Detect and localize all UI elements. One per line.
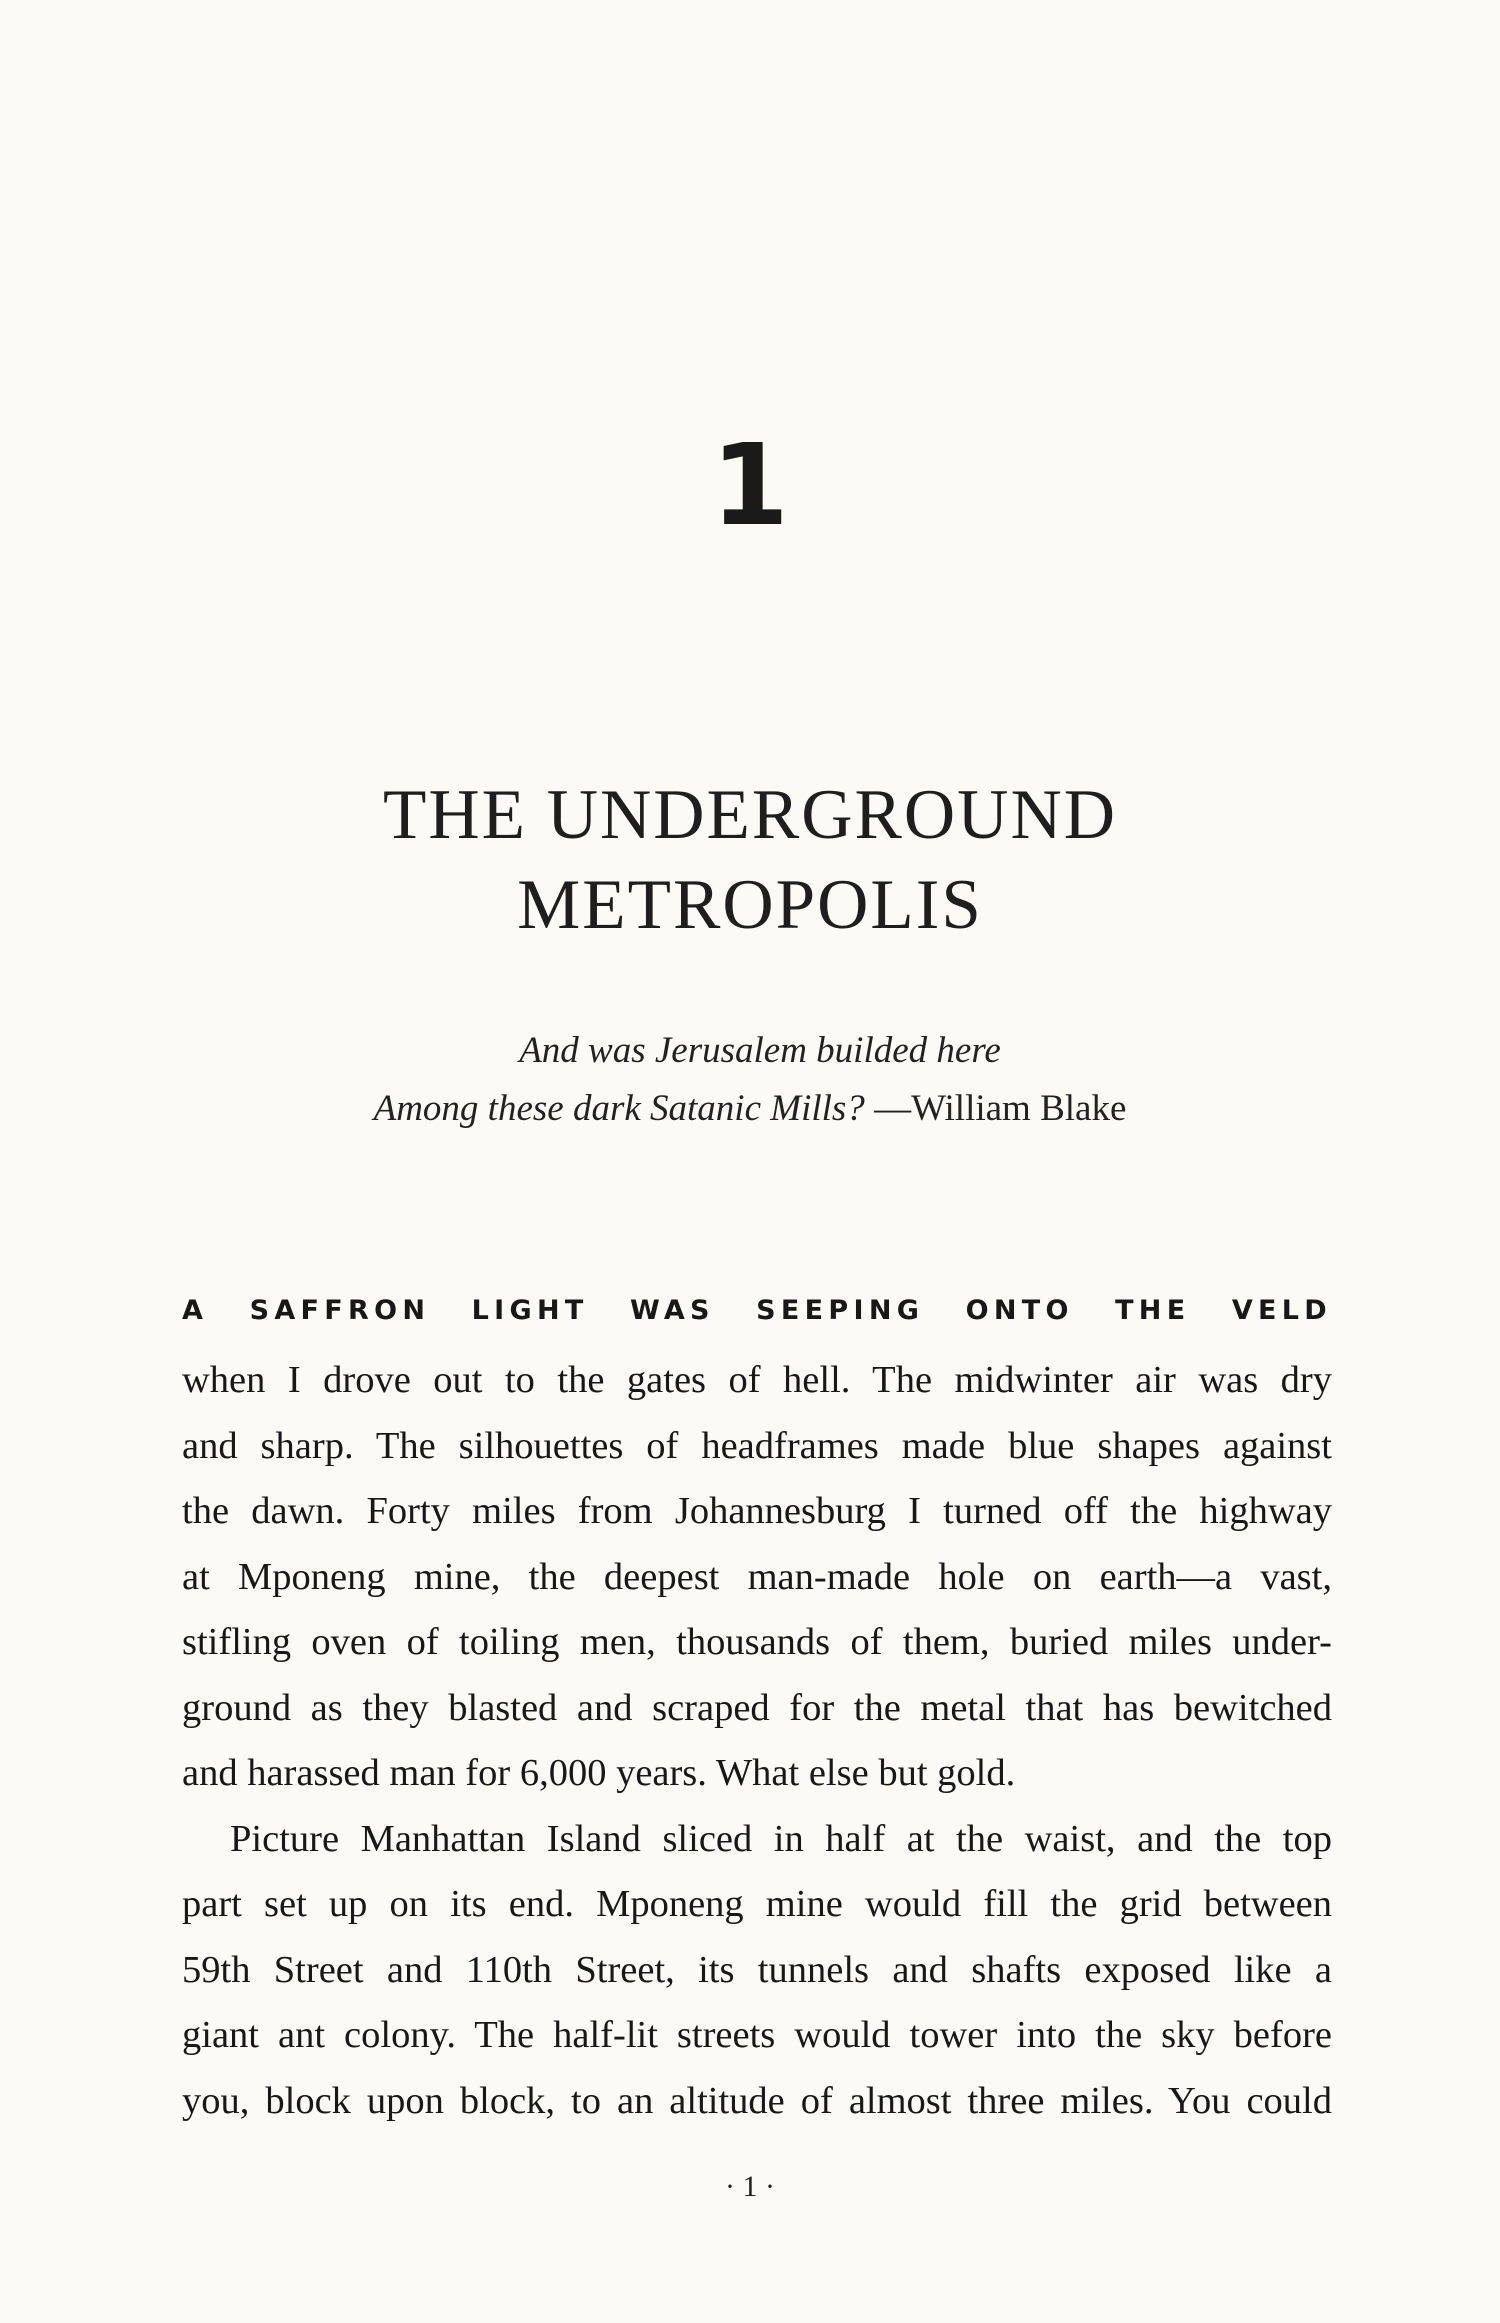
page-number: · 1 · xyxy=(725,2170,775,2203)
paragraph-1 xyxy=(182,1348,1332,1807)
epigraph xyxy=(0,1022,1500,1138)
epigraph-line-1: And was Jerusalem builded here xyxy=(519,1030,1001,1071)
chapter-number: 1 xyxy=(711,421,789,551)
lead-in: A SAFFRON LIGHT WAS SEEPING ONTO THE VELD xyxy=(182,1295,1332,1326)
paragraph-line: stifling oven of toiling men, thousands of them, buried miles under- xyxy=(182,1621,1332,1663)
paragraph-2 xyxy=(182,1807,1332,2135)
paragraph-line: Picture Manhattan Island sliced in half at the waist, and the top xyxy=(230,1817,1332,1860)
paragraph-line: and harassed man for 6,000 years. What else but gold. xyxy=(182,1752,1016,1794)
epigraph-line-2-text: Among these dark Satanic Mills? xyxy=(373,1088,865,1129)
paragraph-line: giant ant colony. The half-lit streets would tower into the sky before xyxy=(182,2014,1332,2056)
paragraph-line: 59th Street and 110th Street, its tunnels and shafts exposed like a xyxy=(182,1948,1332,1991)
chapter-title-line-2: METROPOLIS xyxy=(517,866,983,944)
paragraph-line: ground as they blasted and scraped for the metal that has bewitched xyxy=(182,1686,1332,1729)
chapter-title xyxy=(0,770,1500,950)
body-text xyxy=(182,1290,1332,2134)
paragraph-line: part set up on its end. Mponeng mine would fill the grid between xyxy=(182,1883,1332,1925)
paragraph-line: the dawn. Forty miles from Johannesburg I turned off the highway xyxy=(182,1490,1332,1532)
epigraph-attribution: —William Blake xyxy=(864,1088,1127,1129)
paragraph-line: you, block upon block, to an altitude of almost three miles. You could xyxy=(182,2079,1332,2122)
epigraph-line-2 xyxy=(0,1080,1500,1138)
paragraph-line: and sharp. The silhouettes of headframes made blue shapes against xyxy=(182,1424,1332,1467)
paragraph-line: when I drove out to the gates of hell. The midwinter air was dry xyxy=(182,1359,1332,1401)
paragraph-line: at Mponeng mine, the deepest man-made hole on earth—a vast, xyxy=(182,1555,1332,1598)
chapter-title-line-1: THE UNDERGROUND xyxy=(382,776,1118,854)
